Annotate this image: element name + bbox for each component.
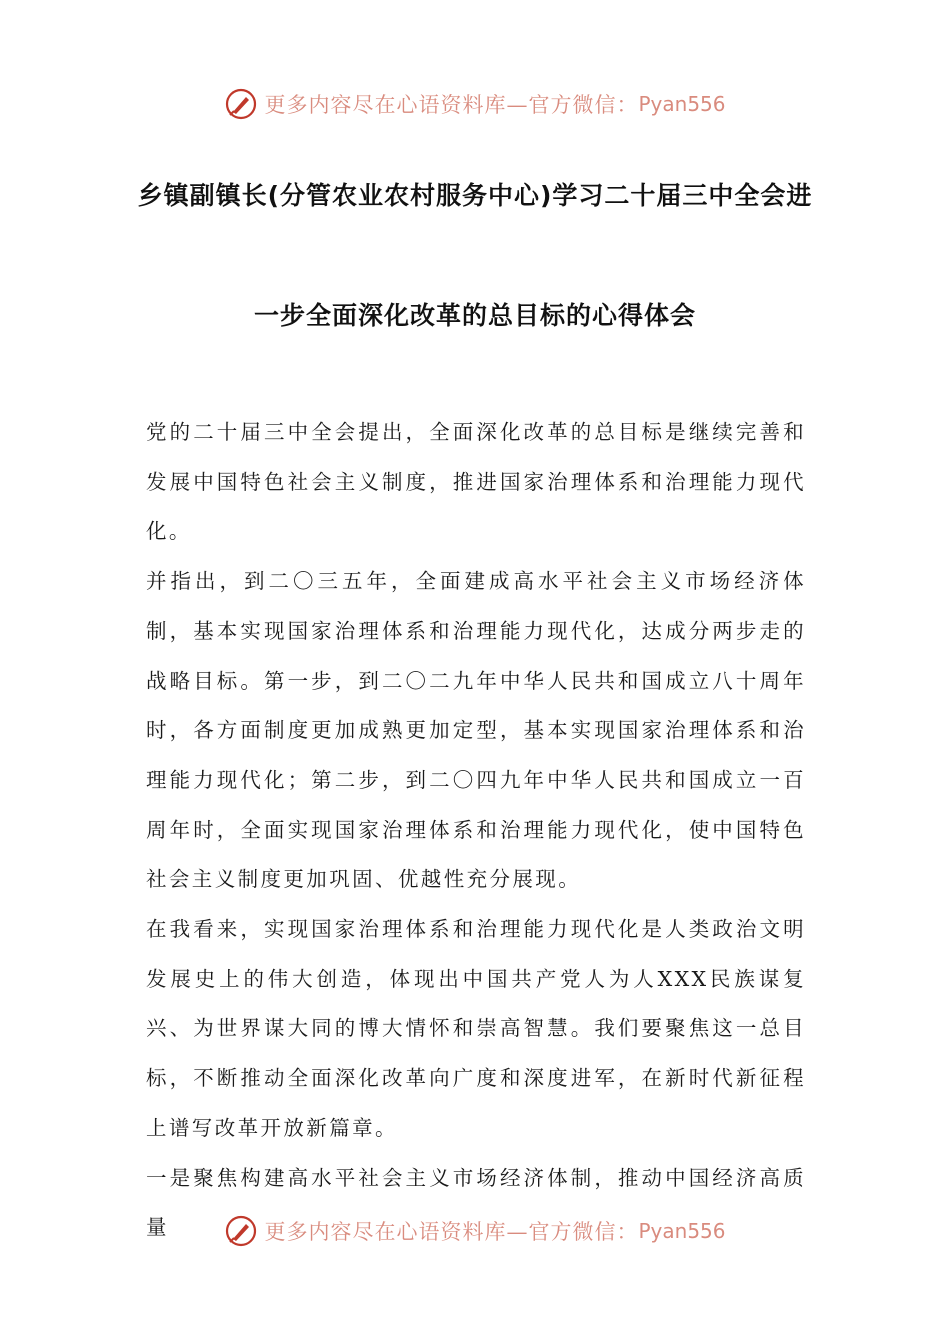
- paragraph: 党的二十届三中全会提出，全面深化改革的总目标是继续完善和发展中国特色社会主义制度，推进国家治理体系和治理能力现代化。: [146, 420, 806, 544]
- pen-logo-icon: [224, 1214, 258, 1248]
- watermark-wechat-id: Pyan556: [638, 92, 726, 116]
- watermark-text: 更多内容尽在心语资料库—官方微信：: [264, 1220, 639, 1244]
- footer-watermark: [0, 1211, 950, 1251]
- paragraph: 在我看来，实现国家治理体系和治理能力现代化是人类政治文明发展史上的伟大创造，体现出中国共产党人为人XXX民族谋复兴、为世界谋大同的博大情怀和崇高智慧。我们要聚焦这一总目标，不断推动全面深化改革向广度和深度进军，在新时代新征程上谱写改革开放新篇章。: [146, 917, 806, 1140]
- pen-logo-icon: [224, 87, 258, 121]
- document-body: [146, 408, 806, 1253]
- watermark-text: 更多内容尽在心语资料库—官方微信：: [264, 93, 639, 117]
- document-title-line-1: 乡镇副镇长(分管农业农村服务中心)学习二十届三中全会进: [137, 181, 813, 210]
- header-watermark: [0, 84, 950, 124]
- watermark-wechat-id: Pyan556: [638, 1219, 726, 1243]
- paragraph: 一是聚焦构建高水平社会主义市场经济体制，推动中国经济高质量: [146, 1165, 806, 1240]
- paragraph: 并指出，到二〇三五年，全面建成高水平社会主义市场经济体制，基本实现国家治理体系和治理能力现代化，达成分两步走的战略目标。第一步，到二〇二九年中华人民共和国成立八十周年时，各方面制度更加成熟更加定型，基本实现国家治理体系和治理能力现代化；第二步，到二〇四九年中华人民共和国成立一百周年时，全面实现国家治理体系和治理能力现代化，使中国特色社会主义制度更加巩固、优越性充分展现。: [146, 569, 806, 892]
- document-title-line-2: 一步全面深化改革的总目标的心得体会: [253, 301, 696, 330]
